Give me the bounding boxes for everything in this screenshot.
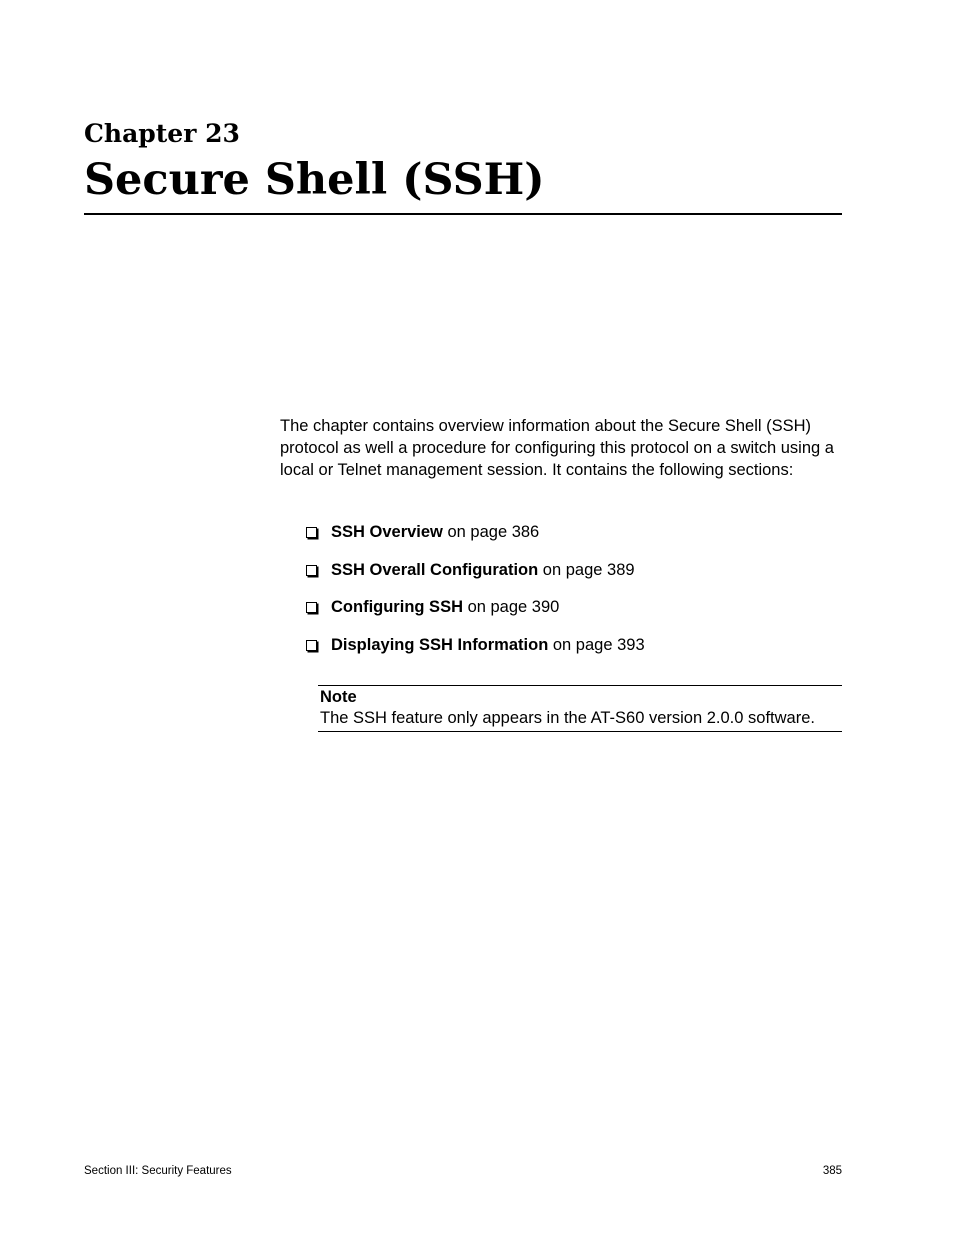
chapter-label: Chapter 23: [84, 119, 240, 148]
section-list: [306, 521, 645, 671]
checkbox-bullet-icon: [306, 640, 317, 651]
note-heading: Note: [320, 688, 357, 706]
note-text: The SSH feature only appears in the AT-S60 version 2.0.0 software.: [320, 709, 815, 727]
section-link[interactable]: SSH Overview: [331, 523, 443, 541]
checkbox-bullet-icon: [306, 527, 317, 538]
checkbox-bullet-icon: [306, 565, 317, 576]
list-item: [306, 559, 645, 597]
footer-section-title: Section III: Security Features: [84, 1165, 232, 1177]
list-item: [306, 521, 645, 559]
page-reference: on page 389: [538, 560, 635, 579]
page-reference: on page 390: [462, 598, 560, 616]
footer-page-number: 385: [822, 1165, 842, 1177]
list-item: [306, 634, 645, 672]
list-item: [306, 596, 645, 634]
intro-paragraph: The chapter contains overview information about the Secure Shell (SSH) protocol as well a procedure for configuring this protocol on a switch using a local or Telnet management session. It contains the following sections:: [280, 417, 834, 479]
page-title: Secure Shell (SSH): [84, 155, 545, 205]
title-divider: [84, 213, 842, 215]
page-reference: on page 386: [442, 523, 540, 541]
section-link[interactable]: SSH Overall Configuration: [331, 560, 539, 579]
checkbox-bullet-icon: [306, 602, 317, 613]
page-reference: on page 393: [548, 635, 645, 654]
section-link[interactable]: Displaying SSH Information: [331, 635, 549, 654]
note-box: [318, 685, 842, 732]
section-link[interactable]: Configuring SSH: [331, 598, 463, 616]
